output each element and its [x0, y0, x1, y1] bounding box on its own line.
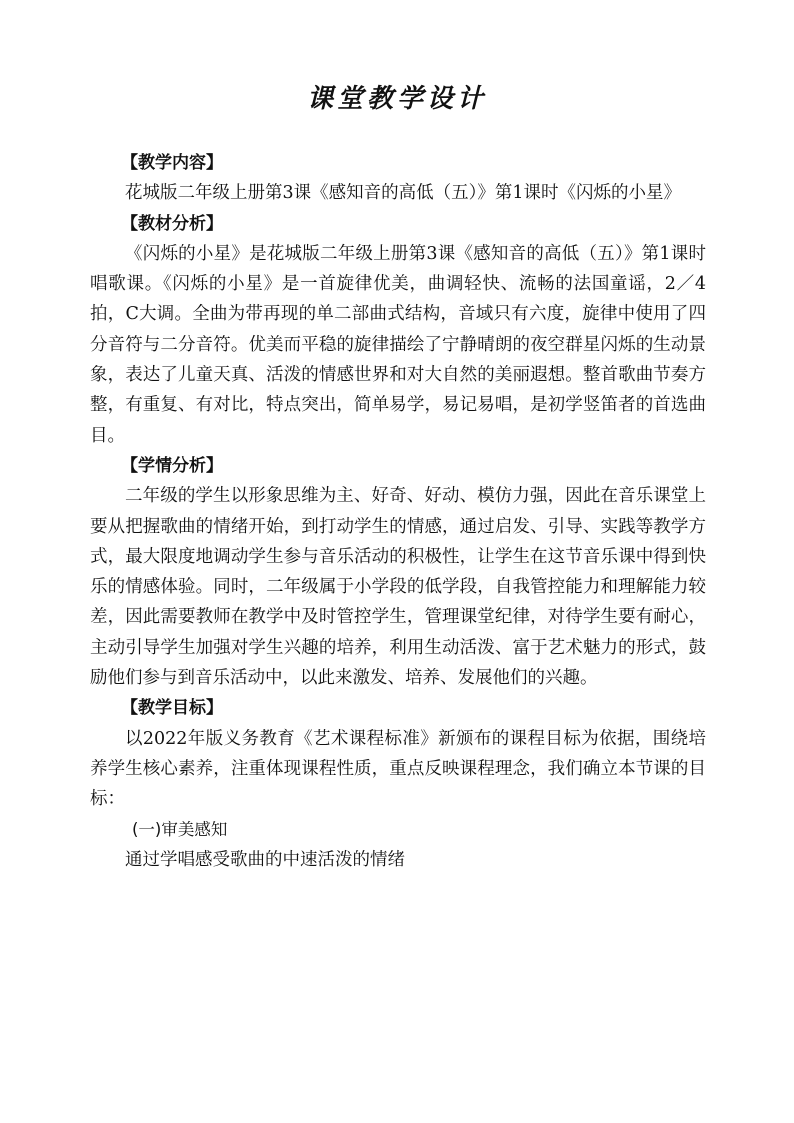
- section-heading-material-analysis: 【教材分析】: [121, 213, 223, 234]
- section-heading-teaching-content: 【教学内容】: [121, 153, 223, 173]
- page-title: 课堂教学设计: [306, 84, 487, 114]
- document-body: [90, 148, 706, 875]
- section-heading-teaching-goals: 【教学目标】: [121, 698, 223, 719]
- section-text-student-analysis: 二年级的学生以形象思维为主、好奇、好动、模仿力强，因此在音乐课堂上要从把握歌曲的情绪开始，到打动学生的情感，通过启发、引导、实践等教学方式，最大限度地调动学生参与音乐活动的积极性，让学生在这节音乐课中得到快乐的情感体验。同时，二年级属于小学段的低学段，自我管控能力和理解能力较差，因此需要教师在教学中及时管控学生，管理课堂纪律，对待学生要有耐心，主动引导学生加强对学生兴趣的培养，利用生动活泼、富于艺术魅力的形式，鼓励他们参与到音乐活动中，以此来激发、培养、发展他们的兴趣。: [90, 486, 706, 689]
- goal-text-aesthetic-perception: 通过学唱感受歌曲的中速活泼的情绪: [125, 849, 405, 870]
- section-heading-student-analysis: 【学情分析】: [121, 455, 223, 476]
- section-text-material-analysis: 《闪烁的小星》是花城版二年级上册第3课《感知音的高低（五）》第1课时唱歌课。《闪烁的小星》是一首旋律优美，曲调轻快、流畅的法国童谣，2／4拍，C大调。全曲为带再现的单二部曲式结构，音域只有六度，旋律中使用了四分音符与二分音符。优美而平稳的旋律描绘了宁静晴朗的夜空群星闪烁的生动景象，表达了儿童天真、活泼的情感世界和对大自然的美丽遐想。整首歌曲节奏方整，有重复、有对比，特点突出，简单易学，易记易唱，是初学竖笛者的首选曲目。: [90, 243, 706, 446]
- section-text-teaching-goals: 以2022年版义务教育《艺术课程标准》新颁布的课程目标为依据，围绕培养学生核心素养，注重体现课程性质，重点反映课程理念，我们确立本节课的目标：: [90, 728, 706, 810]
- section-text-teaching-content: 花城版二年级上册第3课《感知音的高低（五）》第1课时《闪烁的小星》: [125, 183, 682, 204]
- goal-subheading-aesthetic-perception: (一)审美感知: [132, 819, 228, 839]
